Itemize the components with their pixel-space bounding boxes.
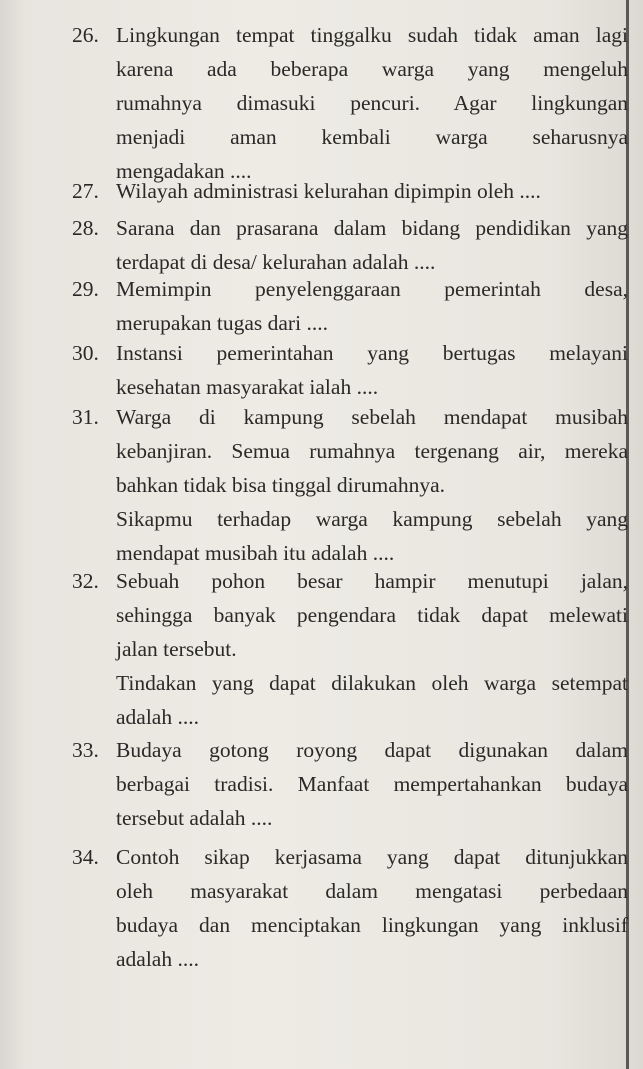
question-27 (74, 174, 630, 208)
question-line: berbagai tradisi. Manfaat mempertahankan budaya (116, 772, 628, 796)
question-text (116, 564, 628, 734)
question-33 (74, 733, 630, 835)
question-line: Wilayah administrasi kelurahan dipimpin oleh .... (116, 179, 541, 203)
question-number: 34. (72, 845, 99, 869)
question-number: 28. (72, 216, 99, 240)
question-line: Sarana dan prasarana dalam bidang pendidikan yang (116, 216, 628, 240)
question-line: Lingkungan tempat tinggalku sudah tidak aman lagi (116, 23, 628, 47)
question-line: oleh masyarakat dalam mengatasi perbedaan (116, 879, 628, 903)
question-text (116, 733, 628, 835)
question-line: adalah .... (116, 705, 199, 729)
question-text (116, 211, 628, 279)
question-line: tersebut adalah .... (116, 806, 273, 830)
question-line: budaya dan menciptakan lingkungan yang inklusif (116, 913, 628, 937)
question-line: Sebuah pohon besar hampir menutupi jalan, (116, 569, 628, 593)
question-line: terdapat di desa/ kelurahan adalah .... (116, 250, 436, 274)
question-text (116, 174, 628, 208)
question-number: 33. (72, 738, 99, 762)
question-32 (74, 564, 630, 734)
question-text (116, 18, 628, 188)
question-line: mengadakan .... (116, 159, 252, 183)
question-number: 26. (72, 23, 99, 47)
question-number: 31. (72, 405, 99, 429)
question-line: sehingga banyak pengendara tidak dapat melewati (116, 603, 628, 627)
question-line: adalah .... (116, 947, 199, 971)
question-number: 29. (72, 277, 99, 301)
question-text (116, 336, 628, 404)
question-line: mendapat musibah itu adalah .... (116, 541, 395, 565)
question-26 (74, 18, 630, 188)
question-line: bahkan tidak bisa tinggal dirumahnya. (116, 473, 445, 497)
question-text (116, 840, 628, 976)
question-text (116, 272, 628, 340)
question-31 (74, 400, 630, 570)
question-number: 32. (72, 569, 99, 593)
question-line: merupakan tugas dari .... (116, 311, 328, 335)
question-line: jalan tersebut. (116, 637, 237, 661)
question-number: 30. (72, 341, 99, 365)
question-line: Warga di kampung sebelah mendapat musibah (116, 405, 628, 429)
question-line: Sikapmu terhadap warga kampung sebelah yang (116, 507, 628, 531)
question-line: Contoh sikap kerjasama yang dapat ditunjukkan (116, 845, 628, 869)
question-line: kesehatan masyarakat ialah .... (116, 375, 379, 399)
question-number: 27. (72, 179, 99, 203)
question-line: menjadi aman kembali warga seharusnya (116, 125, 628, 149)
question-line: rumahnya dimasuki pencuri. Agar lingkungan (116, 91, 628, 115)
question-30 (74, 336, 630, 404)
question-line: Instansi pemerintahan yang bertugas melayani (116, 341, 628, 365)
question-line: Budaya gotong royong dapat digunakan dalam (116, 738, 628, 762)
question-line: karena ada beberapa warga yang mengeluh (116, 57, 628, 81)
question-text (116, 400, 628, 570)
question-line: Memimpin penyelenggaraan pemerintah desa, (116, 277, 628, 301)
question-34 (74, 840, 630, 976)
question-29 (74, 272, 630, 340)
question-line: Tindakan yang dapat dilakukan oleh warga setempat (116, 671, 628, 695)
question-28 (74, 211, 630, 279)
question-line: kebanjiran. Semua rumahnya tergenang air, mereka (116, 439, 628, 463)
